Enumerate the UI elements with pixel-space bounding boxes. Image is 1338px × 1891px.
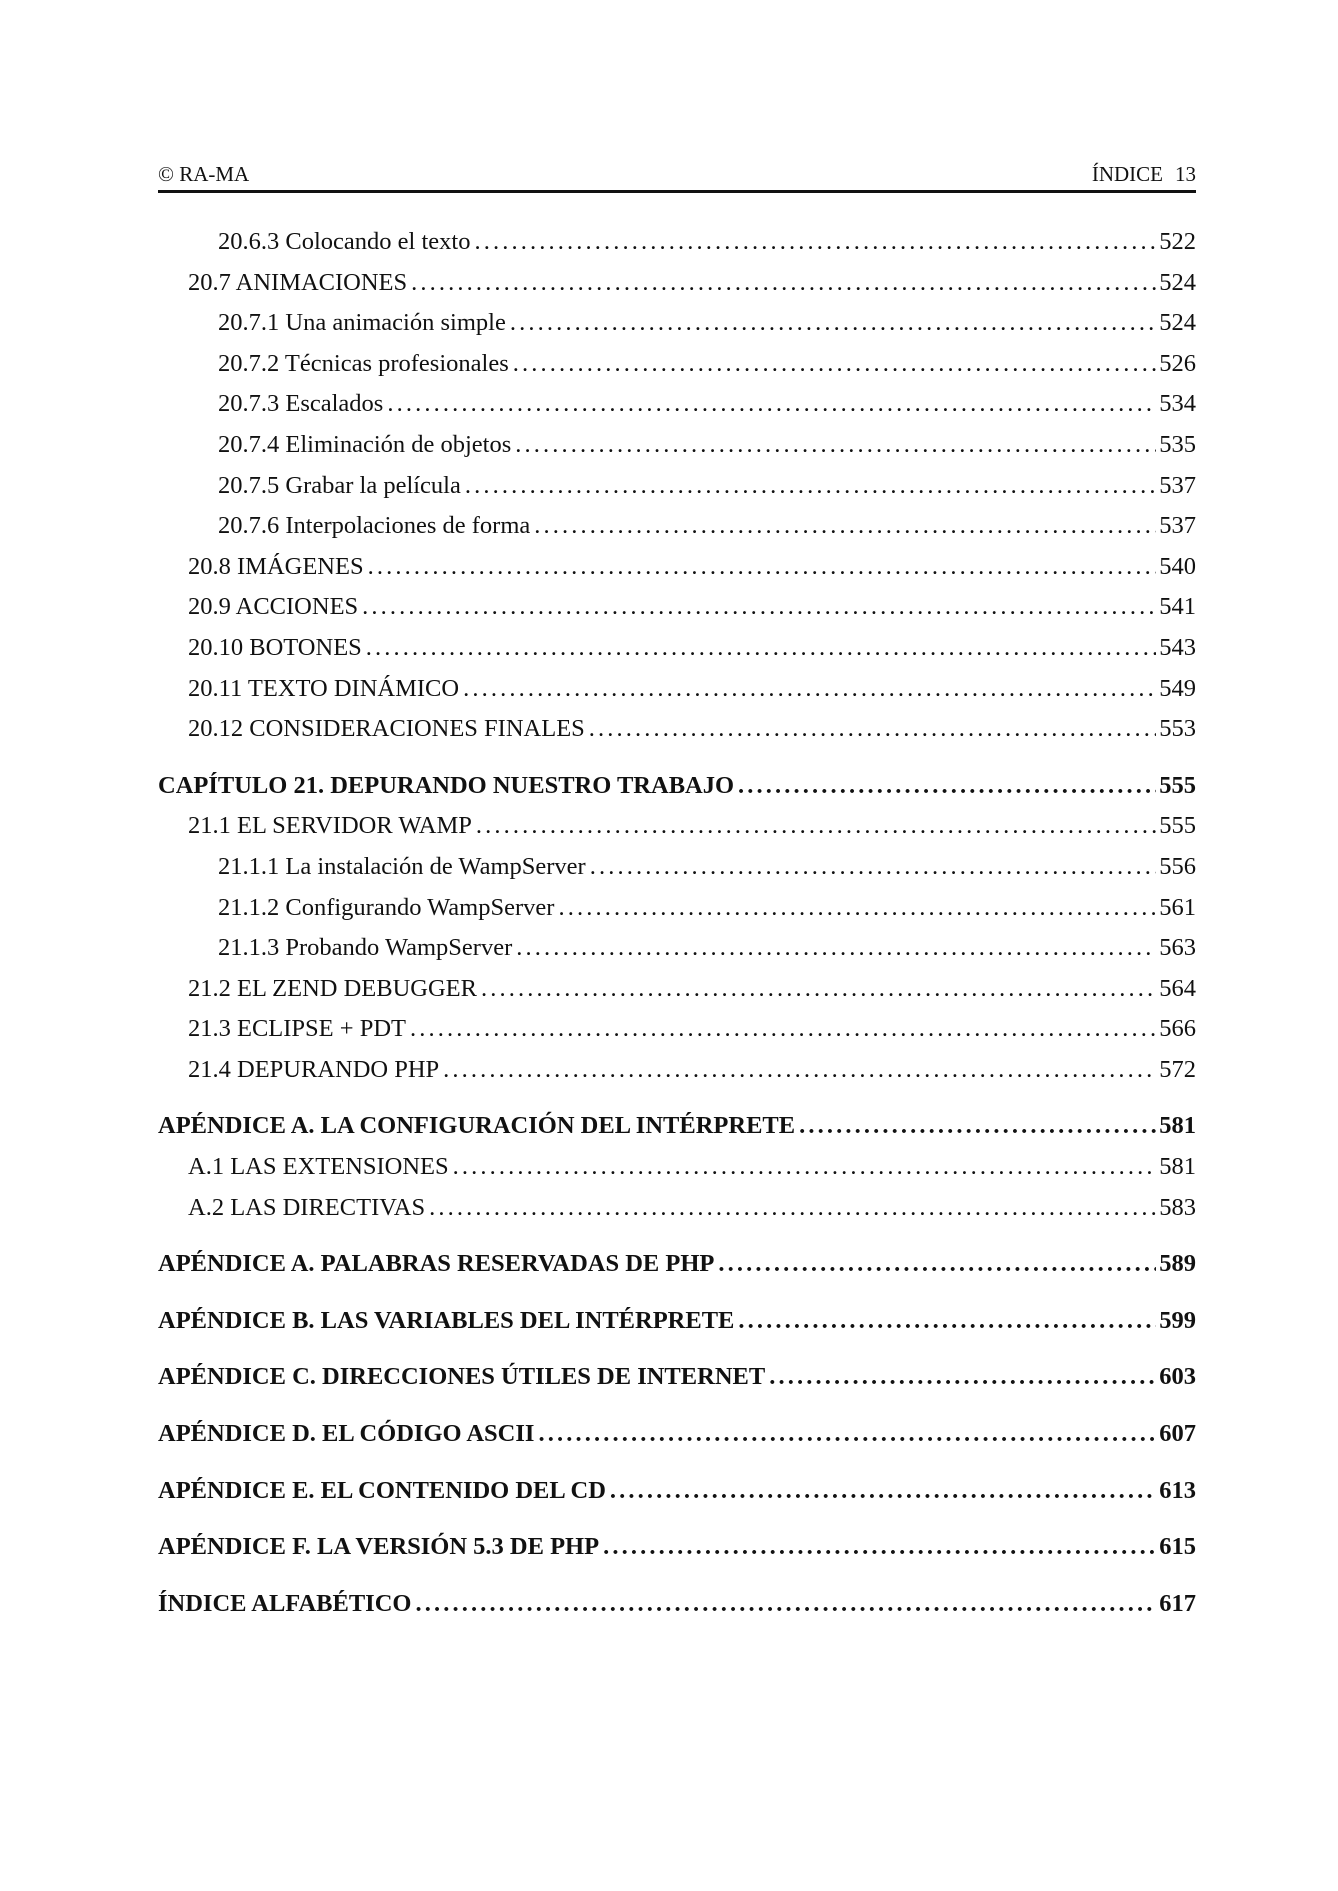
dot-leader bbox=[368, 547, 1157, 588]
toc-entry bbox=[158, 888, 1196, 929]
toc-entry bbox=[158, 928, 1196, 969]
toc-entry-page: 537 bbox=[1159, 471, 1196, 499]
toc-entry bbox=[158, 466, 1196, 507]
toc-entry-title: 21.3 ECLIPSE + PDT bbox=[188, 1015, 406, 1043]
dot-leader bbox=[590, 847, 1157, 888]
toc-entry-title: 20.7.2 Técnicas profesionales bbox=[218, 349, 509, 377]
section-title: ÍNDICE bbox=[1091, 162, 1163, 186]
toc-entry-title: APÉNDICE D. EL CÓDIGO ASCII bbox=[158, 1420, 535, 1448]
toc-chapter-entry bbox=[158, 1527, 1196, 1568]
page-number: 13 bbox=[1175, 162, 1196, 186]
toc-entry-title: CAPÍTULO 21. DEPURANDO NUESTRO TRABAJO bbox=[158, 771, 735, 799]
dot-leader bbox=[534, 506, 1156, 547]
toc-entry-page: 615 bbox=[1159, 1533, 1196, 1561]
toc-entry-page: 607 bbox=[1159, 1420, 1196, 1448]
toc-entry bbox=[158, 669, 1196, 710]
toc-chapter-entry bbox=[158, 1357, 1196, 1398]
dot-leader bbox=[589, 709, 1156, 750]
toc-entry-title: 21.1.1 La instalación de WampServer bbox=[218, 852, 586, 880]
toc-entry-title: 21.1.2 Configurando WampServer bbox=[218, 893, 555, 921]
toc-entry-page: 581 bbox=[1159, 1112, 1196, 1140]
toc-entry-page: 581 bbox=[1159, 1153, 1196, 1181]
dot-leader bbox=[603, 1527, 1156, 1568]
dot-leader bbox=[362, 587, 1156, 628]
toc-entry bbox=[158, 222, 1196, 263]
dot-leader bbox=[476, 806, 1156, 847]
toc-entry-page: 583 bbox=[1159, 1193, 1196, 1221]
toc-entry-title: 20.7.5 Grabar la película bbox=[218, 471, 461, 499]
toc-chapter-entry bbox=[158, 766, 1196, 807]
toc-entry-title: 20.11 TEXTO DINÁMICO bbox=[188, 674, 460, 702]
toc-entry bbox=[158, 806, 1196, 847]
toc-entry-title: 20.12 CONSIDERACIONES FINALES bbox=[188, 715, 585, 743]
toc-entry-page: 549 bbox=[1159, 674, 1196, 702]
header-right bbox=[1092, 160, 1196, 188]
dot-leader bbox=[411, 263, 1156, 304]
toc-entry-page: 526 bbox=[1159, 349, 1196, 377]
toc-entry-page: 617 bbox=[1159, 1589, 1196, 1617]
toc-entry bbox=[158, 1009, 1196, 1050]
toc-entry-page: 556 bbox=[1159, 852, 1196, 880]
toc-entry-page: 566 bbox=[1159, 1015, 1196, 1043]
toc-entry-page: 603 bbox=[1159, 1363, 1196, 1391]
dot-leader bbox=[610, 1471, 1156, 1512]
toc-entry-title: 21.1.3 Probando WampServer bbox=[218, 934, 513, 962]
toc-chapter-entry bbox=[158, 1471, 1196, 1512]
toc-entry-page: 524 bbox=[1159, 309, 1196, 337]
toc-entry-page: 541 bbox=[1159, 593, 1196, 621]
toc-chapter-entry bbox=[158, 1584, 1196, 1625]
dot-leader bbox=[515, 425, 1156, 466]
toc-entry-page: 564 bbox=[1159, 974, 1196, 1002]
toc-entry-title: 20.10 BOTONES bbox=[188, 633, 362, 661]
dot-leader bbox=[738, 766, 1156, 807]
toc-entry bbox=[158, 425, 1196, 466]
dot-leader bbox=[415, 1584, 1156, 1625]
toc-entry-title: 20.6.3 Colocando el texto bbox=[218, 228, 471, 255]
toc-entry-title: APÉNDICE C. DIRECCIONES ÚTILES DE INTERNET bbox=[158, 1363, 766, 1391]
dot-leader bbox=[410, 1009, 1156, 1050]
dot-leader bbox=[799, 1106, 1156, 1147]
running-header bbox=[158, 160, 1196, 193]
dot-leader bbox=[481, 969, 1156, 1010]
toc-entry-title: 20.7.4 Eliminación de objetos bbox=[218, 430, 512, 458]
toc-entry bbox=[158, 969, 1196, 1010]
toc-entry-page: 555 bbox=[1159, 812, 1196, 840]
toc-entry-page: 522 bbox=[1159, 228, 1196, 255]
dot-leader bbox=[465, 466, 1156, 507]
toc-entry-page: 524 bbox=[1159, 268, 1196, 296]
toc-entry bbox=[158, 709, 1196, 750]
toc-entry-title: 21.4 DEPURANDO PHP bbox=[188, 1055, 440, 1083]
toc-entry-page: 589 bbox=[1159, 1250, 1196, 1278]
toc-entry bbox=[158, 384, 1196, 425]
toc-entry bbox=[158, 847, 1196, 888]
toc-entry bbox=[158, 506, 1196, 547]
toc-entry bbox=[158, 628, 1196, 669]
dot-leader bbox=[718, 1244, 1156, 1285]
toc-chapter-entry bbox=[158, 1414, 1196, 1455]
toc-entry-page: 572 bbox=[1159, 1055, 1196, 1083]
dot-leader bbox=[558, 888, 1156, 929]
toc-entry-title: A.2 LAS DIRECTIVAS bbox=[188, 1193, 426, 1221]
table-of-contents bbox=[158, 222, 1196, 1624]
toc-entry-title: APÉNDICE A. LA CONFIGURACIÓN DEL INTÉRPRETE bbox=[158, 1112, 796, 1140]
toc-entry-page: 535 bbox=[1159, 430, 1196, 458]
toc-entry-title: 20.7.6 Interpolaciones de forma bbox=[218, 512, 531, 540]
toc-entry-title: 21.2 EL ZEND DEBUGGER bbox=[188, 974, 477, 1002]
toc-entry-title: 20.9 ACCIONES bbox=[188, 593, 359, 621]
dot-leader bbox=[513, 344, 1157, 385]
dot-leader bbox=[366, 628, 1156, 669]
dot-leader bbox=[387, 384, 1156, 425]
toc-entry bbox=[158, 587, 1196, 628]
dot-leader bbox=[474, 222, 1156, 263]
toc-entry bbox=[158, 1050, 1196, 1091]
dot-leader bbox=[769, 1357, 1156, 1398]
toc-entry-title: 21.1 EL SERVIDOR WAMP bbox=[188, 812, 472, 840]
toc-entry-page: 540 bbox=[1159, 552, 1196, 580]
toc-entry bbox=[158, 1188, 1196, 1229]
toc-entry-title: 20.7.3 Escalados bbox=[218, 390, 384, 418]
toc-entry-page: 537 bbox=[1159, 512, 1196, 540]
toc-entry bbox=[158, 344, 1196, 385]
toc-chapter-entry bbox=[158, 1301, 1196, 1342]
toc-entry-title: 20.7 ANIMACIONES bbox=[188, 268, 408, 296]
copyright-label: © RA-MA bbox=[158, 162, 250, 186]
toc-entry-page: 563 bbox=[1159, 934, 1196, 962]
toc-entry-page: 534 bbox=[1159, 390, 1196, 418]
toc-entry bbox=[158, 303, 1196, 344]
dot-leader bbox=[738, 1301, 1156, 1342]
toc-entry-title: 20.8 IMÁGENES bbox=[188, 552, 364, 580]
toc-entry-page: 543 bbox=[1159, 633, 1196, 661]
toc-entry bbox=[158, 1147, 1196, 1188]
toc-entry-title: APÉNDICE B. LAS VARIABLES DEL INTÉRPRETE bbox=[158, 1306, 735, 1334]
toc-entry-title: APÉNDICE F. LA VERSIÓN 5.3 DE PHP bbox=[158, 1533, 600, 1561]
dot-leader bbox=[510, 303, 1156, 344]
toc-entry bbox=[158, 547, 1196, 588]
toc-entry-page: 555 bbox=[1159, 771, 1196, 799]
toc-entry-title: ÍNDICE ALFABÉTICO bbox=[158, 1589, 412, 1617]
dot-leader bbox=[463, 669, 1156, 710]
toc-entry-title: APÉNDICE E. EL CONTENIDO DEL CD bbox=[158, 1476, 606, 1504]
dot-leader bbox=[516, 928, 1156, 969]
toc-entry-title: 20.7.1 Una animación simple bbox=[218, 309, 506, 337]
toc-entry bbox=[158, 263, 1196, 304]
dot-leader bbox=[429, 1188, 1156, 1229]
toc-chapter-entry bbox=[158, 1244, 1196, 1285]
toc-entry-page: 553 bbox=[1159, 715, 1196, 743]
toc-entry-title: A.1 LAS EXTENSIONES bbox=[188, 1153, 449, 1181]
dot-leader bbox=[443, 1050, 1156, 1091]
toc-chapter-entry bbox=[158, 1106, 1196, 1147]
dot-leader bbox=[538, 1414, 1156, 1455]
toc-entry-page: 599 bbox=[1159, 1306, 1196, 1334]
dot-leader bbox=[453, 1147, 1157, 1188]
toc-entry-title: APÉNDICE A. PALABRAS RESERVADAS DE PHP bbox=[158, 1250, 715, 1278]
toc-entry-page: 613 bbox=[1159, 1476, 1196, 1504]
toc-entry-page: 561 bbox=[1159, 893, 1196, 921]
